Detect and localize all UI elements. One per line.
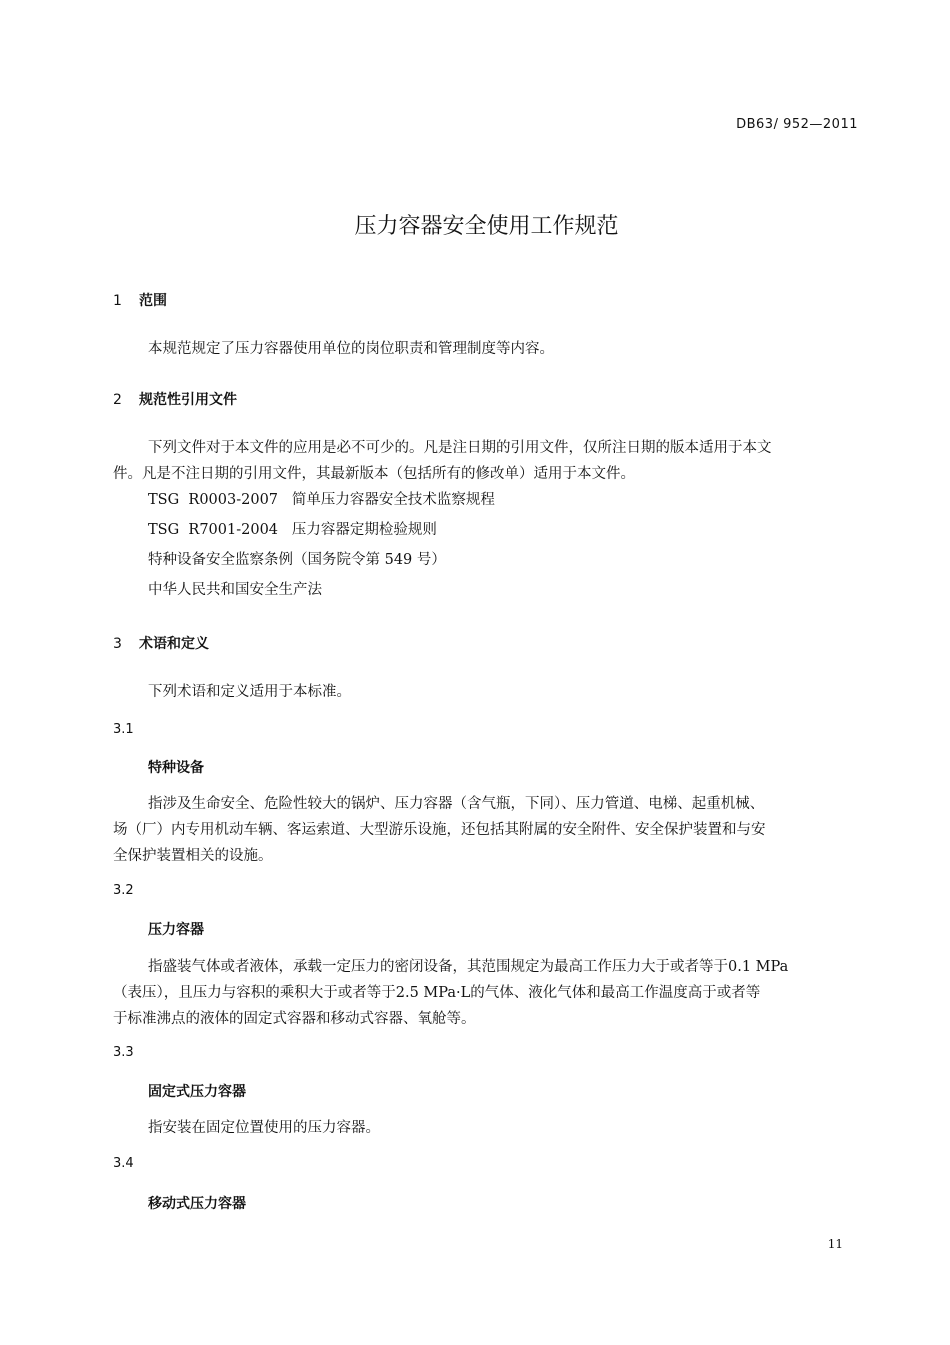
term-definition: 指安装在固定位置使用的压力容器。 [148,1120,380,1136]
section-number: 3 [113,636,122,652]
section-title: 规范性引用文件 [139,392,237,408]
definition-line: （表压），且压力与容积的乘积大于或者等于2.5 MPa·L的气体、液化气体和最高工作温度高于或者等 [113,985,761,1001]
term-name: 移动式压力容器 [148,1196,246,1212]
document-code: DB63/ 952—2011 [736,117,858,132]
definition-line: 全保护装置相关的设施。 [113,848,273,864]
term-number: 3.2 [113,883,134,898]
reference-item: TSG R0003-2007 简单压力容器安全技术监察规程 [148,492,495,508]
definition-line: 指涉及生命安全、危险性较大的锅炉、压力容器（含气瓶，下同）、压力管道、电梯、起重机械、 [148,796,765,812]
page-title: 压力容器安全使用工作规范 [354,214,619,239]
term-name: 特种设备 [148,760,204,776]
normative-intro-line-1: 下列文件对于本文件的应用是必不可少的。凡是注日期的引用文件，仅所注日期的版本适用于本文 [148,440,772,456]
section-number: 1 [113,293,122,309]
term-definition [113,954,788,1032]
section-heading-terms [113,633,209,653]
section-heading-scope [113,290,167,310]
terms-intro: 下列术语和定义适用于本标准。 [148,684,351,700]
definition-line: 场（厂）内专用机动车辆、客运索道、大型游乐设施，还包括其附属的安全附件、安全保护装置和与安 [113,822,766,838]
section-number: 2 [113,392,122,408]
section-heading-normative [113,389,237,409]
term-name: 固定式压力容器 [148,1084,246,1100]
definition-line: 于标准沸点的液体的固定式容器和移动式容器、氧舱等。 [113,1011,476,1027]
term-number: 3.3 [113,1045,134,1060]
reference-item: TSG R7001-2004 压力容器定期检验规则 [148,522,437,538]
term-definition [113,791,766,869]
reference-item: 中华人民共和国安全生产法 [148,582,322,598]
section-title: 范围 [139,293,167,309]
scope-paragraph: 本规范规定了压力容器使用单位的岗位职责和管理制度等内容。 [148,341,554,357]
page-number: 11 [827,1237,843,1251]
term-name: 压力容器 [148,922,204,938]
section-title: 术语和定义 [139,636,209,652]
definition-line: 指盛装气体或者液体，承载一定压力的密闭设备，其范围规定为最高工作压力大于或者等于0.1 MPa [148,959,789,975]
reference-item: 特种设备安全监察条例（国务院令第 549 号） [148,552,446,568]
term-number: 3.4 [113,1156,134,1171]
term-number: 3.1 [113,722,134,737]
normative-intro-line-2: 件。凡是不注日期的引用文件，其最新版本（包括所有的修改单）适用于本文件。 [113,466,635,482]
